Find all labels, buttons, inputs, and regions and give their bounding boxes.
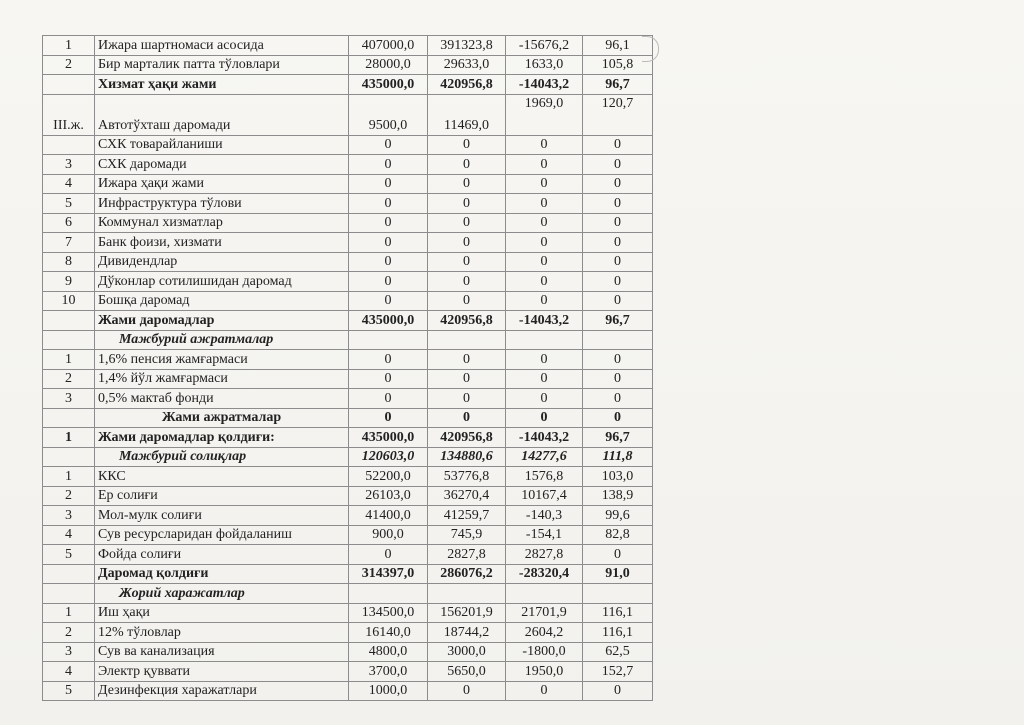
row-number: 2	[43, 55, 95, 75]
actual-value: 0	[428, 252, 506, 272]
row-label: 0,5% мактаб фонди	[95, 389, 349, 409]
row-label: 12% тўловлар	[95, 623, 349, 643]
row-number: 3	[43, 155, 95, 175]
difference-value: 1633,0	[506, 55, 583, 75]
difference-value: 0	[506, 291, 583, 311]
table-row	[43, 330, 653, 350]
row-number: 1	[43, 36, 95, 56]
difference-value: -1800,0	[506, 642, 583, 662]
row-number: 1	[43, 350, 95, 370]
difference-value: 1969,0	[506, 94, 583, 135]
difference-value: 21701,9	[506, 603, 583, 623]
plan-value: 16140,0	[349, 623, 428, 643]
table-row	[43, 447, 653, 467]
row-number	[43, 447, 95, 467]
percent-value: 111,8	[583, 447, 653, 467]
actual-value: 420956,8	[428, 428, 506, 448]
plan-value: 0	[349, 233, 428, 253]
row-label: Автотўхташ даромади	[95, 94, 349, 135]
row-number: 5	[43, 194, 95, 214]
table-row	[43, 428, 653, 448]
percent-value: 116,1	[583, 623, 653, 643]
difference-value: 1576,8	[506, 467, 583, 487]
row-number	[43, 408, 95, 428]
percent-value: 103,0	[583, 467, 653, 487]
percent-value: 0	[583, 233, 653, 253]
table-row	[43, 408, 653, 428]
row-label: Электр қуввати	[95, 662, 349, 682]
plan-value	[349, 584, 428, 604]
table-row	[43, 55, 653, 75]
actual-value: 286076,2	[428, 564, 506, 584]
row-label: Иш ҳақи	[95, 603, 349, 623]
percent-value: 96,7	[583, 311, 653, 331]
actual-value: 5650,0	[428, 662, 506, 682]
difference-value: -154,1	[506, 525, 583, 545]
table-row	[43, 642, 653, 662]
table-row	[43, 369, 653, 389]
table-row	[43, 94, 653, 135]
table-row	[43, 272, 653, 292]
row-label: Коммунал хизматлар	[95, 213, 349, 233]
actual-value: 11469,0	[428, 94, 506, 135]
row-number: 3	[43, 389, 95, 409]
plan-value: 28000,0	[349, 55, 428, 75]
difference-value: 0	[506, 350, 583, 370]
table-row	[43, 350, 653, 370]
percent-value: 96,7	[583, 428, 653, 448]
table-row	[43, 135, 653, 155]
actual-value: 0	[428, 174, 506, 194]
row-number	[43, 75, 95, 95]
row-label: ККС	[95, 467, 349, 487]
percent-value: 0	[583, 545, 653, 565]
actual-value	[428, 584, 506, 604]
row-label: Даромад қолдиғи	[95, 564, 349, 584]
table-row	[43, 233, 653, 253]
percent-value: 0	[583, 389, 653, 409]
plan-value: 435000,0	[349, 311, 428, 331]
row-number: 2	[43, 623, 95, 643]
row-number: 10	[43, 291, 95, 311]
row-number	[43, 135, 95, 155]
actual-value: 134880,6	[428, 447, 506, 467]
percent-value: 82,8	[583, 525, 653, 545]
row-number	[43, 330, 95, 350]
table-row	[43, 311, 653, 331]
actual-value: 0	[428, 681, 506, 701]
table-row	[43, 603, 653, 623]
plan-value: 0	[349, 545, 428, 565]
table-row	[43, 564, 653, 584]
actual-value: 41259,7	[428, 506, 506, 526]
percent-value: 0	[583, 681, 653, 701]
table-row	[43, 623, 653, 643]
actual-value: 0	[428, 194, 506, 214]
table-row	[43, 213, 653, 233]
row-label: СХК товарайланиши	[95, 135, 349, 155]
plan-value: 4800,0	[349, 642, 428, 662]
plan-value: 0	[349, 135, 428, 155]
difference-value: -14043,2	[506, 75, 583, 95]
actual-value: 745,9	[428, 525, 506, 545]
actual-value: 0	[428, 369, 506, 389]
actual-value: 0	[428, 408, 506, 428]
difference-value: -28320,4	[506, 564, 583, 584]
row-label: Мажбурий ажратмалар	[95, 330, 349, 350]
row-number: 8	[43, 252, 95, 272]
row-label: Мажбурий солиқлар	[95, 447, 349, 467]
percent-value: 0	[583, 408, 653, 428]
row-label: Ер солиғи	[95, 486, 349, 506]
difference-value: 0	[506, 174, 583, 194]
row-number: 3	[43, 642, 95, 662]
difference-value: 14277,6	[506, 447, 583, 467]
row-number: 1	[43, 428, 95, 448]
row-number: 2	[43, 486, 95, 506]
actual-value: 156201,9	[428, 603, 506, 623]
difference-value: -140,3	[506, 506, 583, 526]
table-row	[43, 174, 653, 194]
financial-report-table	[42, 35, 653, 701]
plan-value: 0	[349, 291, 428, 311]
row-label: Жами ажратмалар	[95, 408, 349, 428]
actual-value: 29633,0	[428, 55, 506, 75]
difference-value	[506, 584, 583, 604]
difference-value: 10167,4	[506, 486, 583, 506]
actual-value: 391323,8	[428, 36, 506, 56]
percent-value: 0	[583, 135, 653, 155]
plan-value: 407000,0	[349, 36, 428, 56]
percent-value	[583, 584, 653, 604]
difference-value	[506, 330, 583, 350]
plan-value: 26103,0	[349, 486, 428, 506]
row-label: Банк фоизи, хизмати	[95, 233, 349, 253]
table-row	[43, 291, 653, 311]
difference-value: 0	[506, 272, 583, 292]
percent-value: 62,5	[583, 642, 653, 662]
actual-value: 0	[428, 233, 506, 253]
report-table-body	[43, 36, 653, 701]
percent-value: 99,6	[583, 506, 653, 526]
table-row	[43, 252, 653, 272]
plan-value: 314397,0	[349, 564, 428, 584]
difference-value: 0	[506, 389, 583, 409]
difference-value: 0	[506, 213, 583, 233]
row-number: 5	[43, 681, 95, 701]
table-row	[43, 486, 653, 506]
row-label: Ижара шартномаси асосида	[95, 36, 349, 56]
actual-value: 36270,4	[428, 486, 506, 506]
plan-value: 0	[349, 194, 428, 214]
difference-value: 0	[506, 408, 583, 428]
percent-value: 96,7	[583, 75, 653, 95]
plan-value: 0	[349, 174, 428, 194]
row-label: СХК даромади	[95, 155, 349, 175]
table-row	[43, 389, 653, 409]
actual-value: 3000,0	[428, 642, 506, 662]
plan-value: 0	[349, 272, 428, 292]
row-number: 2	[43, 369, 95, 389]
row-label: Сув ва канализация	[95, 642, 349, 662]
difference-value: 2604,2	[506, 623, 583, 643]
row-number: 4	[43, 174, 95, 194]
plan-value: 9500,0	[349, 94, 428, 135]
paper-edge-mark	[642, 36, 659, 62]
plan-value: 0	[349, 408, 428, 428]
table-row	[43, 584, 653, 604]
row-number: 1	[43, 467, 95, 487]
actual-value: 0	[428, 350, 506, 370]
percent-value: 0	[583, 174, 653, 194]
table-row	[43, 545, 653, 565]
plan-value: 0	[349, 213, 428, 233]
row-label: Дезинфекция харажатлари	[95, 681, 349, 701]
row-label: Дивидендлар	[95, 252, 349, 272]
plan-value: 435000,0	[349, 428, 428, 448]
percent-value: 0	[583, 194, 653, 214]
row-label: Инфраструктура тўлови	[95, 194, 349, 214]
difference-value: 0	[506, 155, 583, 175]
row-label: Жорий харажатлар	[95, 584, 349, 604]
plan-value: 41400,0	[349, 506, 428, 526]
row-number: 4	[43, 662, 95, 682]
difference-value: 1950,0	[506, 662, 583, 682]
row-label: Бошқа даромад	[95, 291, 349, 311]
plan-value: 435000,0	[349, 75, 428, 95]
actual-value: 0	[428, 155, 506, 175]
percent-value: 0	[583, 272, 653, 292]
plan-value: 134500,0	[349, 603, 428, 623]
table-row	[43, 155, 653, 175]
plan-value: 0	[349, 155, 428, 175]
plan-value: 0	[349, 369, 428, 389]
percent-value: 0	[583, 350, 653, 370]
table-row	[43, 525, 653, 545]
row-number: 6	[43, 213, 95, 233]
row-label: Сув ресурсларидан фойдаланиш	[95, 525, 349, 545]
actual-value	[428, 330, 506, 350]
table-row	[43, 36, 653, 56]
row-number: III.ж.	[43, 94, 95, 135]
percent-value: 0	[583, 213, 653, 233]
table-row	[43, 467, 653, 487]
row-label: Хизмат ҳақи жами	[95, 75, 349, 95]
row-number	[43, 564, 95, 584]
row-label: Мол-мулк солиғи	[95, 506, 349, 526]
actual-value: 2827,8	[428, 545, 506, 565]
actual-value: 0	[428, 213, 506, 233]
percent-value: 0	[583, 155, 653, 175]
difference-value: 0	[506, 135, 583, 155]
actual-value: 0	[428, 291, 506, 311]
actual-value: 420956,8	[428, 311, 506, 331]
row-number	[43, 311, 95, 331]
row-label: Жами даромадлар	[95, 311, 349, 331]
table-row	[43, 662, 653, 682]
plan-value: 0	[349, 350, 428, 370]
actual-value: 53776,8	[428, 467, 506, 487]
difference-value: 0	[506, 233, 583, 253]
percent-value: 96,1	[583, 36, 653, 56]
difference-value: 0	[506, 369, 583, 389]
difference-value: 0	[506, 681, 583, 701]
row-number	[43, 584, 95, 604]
plan-value: 0	[349, 252, 428, 272]
table-row	[43, 681, 653, 701]
percent-value: 138,9	[583, 486, 653, 506]
row-label: 1,6% пенсия жамғармаси	[95, 350, 349, 370]
percent-value	[583, 330, 653, 350]
difference-value: -15676,2	[506, 36, 583, 56]
difference-value: 2827,8	[506, 545, 583, 565]
row-label: Фойда солиғи	[95, 545, 349, 565]
actual-value: 0	[428, 272, 506, 292]
row-number: 1	[43, 603, 95, 623]
row-label: Ижара ҳақи жами	[95, 174, 349, 194]
row-number: 9	[43, 272, 95, 292]
row-number: 3	[43, 506, 95, 526]
percent-value: 105,8	[583, 55, 653, 75]
row-number: 5	[43, 545, 95, 565]
percent-value: 120,7	[583, 94, 653, 135]
row-label: 1,4% йўл жамғармаси	[95, 369, 349, 389]
plan-value: 900,0	[349, 525, 428, 545]
table-row	[43, 506, 653, 526]
percent-value: 116,1	[583, 603, 653, 623]
plan-value	[349, 330, 428, 350]
difference-value: -14043,2	[506, 311, 583, 331]
percent-value: 91,0	[583, 564, 653, 584]
percent-value: 0	[583, 369, 653, 389]
actual-value: 0	[428, 135, 506, 155]
actual-value: 0	[428, 389, 506, 409]
difference-value: 0	[506, 194, 583, 214]
table-row	[43, 75, 653, 95]
difference-value: 0	[506, 252, 583, 272]
row-label: Бир марталик патта тўловлари	[95, 55, 349, 75]
actual-value: 420956,8	[428, 75, 506, 95]
row-number: 4	[43, 525, 95, 545]
row-label: Жами даромадлар қолдиғи:	[95, 428, 349, 448]
actual-value: 18744,2	[428, 623, 506, 643]
plan-value: 52200,0	[349, 467, 428, 487]
table-row	[43, 194, 653, 214]
row-label: Дўконлар сотилишидан даромад	[95, 272, 349, 292]
plan-value: 3700,0	[349, 662, 428, 682]
difference-value: -14043,2	[506, 428, 583, 448]
row-number: 7	[43, 233, 95, 253]
plan-value: 120603,0	[349, 447, 428, 467]
plan-value: 1000,0	[349, 681, 428, 701]
percent-value: 0	[583, 291, 653, 311]
plan-value: 0	[349, 389, 428, 409]
percent-value: 152,7	[583, 662, 653, 682]
percent-value: 0	[583, 252, 653, 272]
